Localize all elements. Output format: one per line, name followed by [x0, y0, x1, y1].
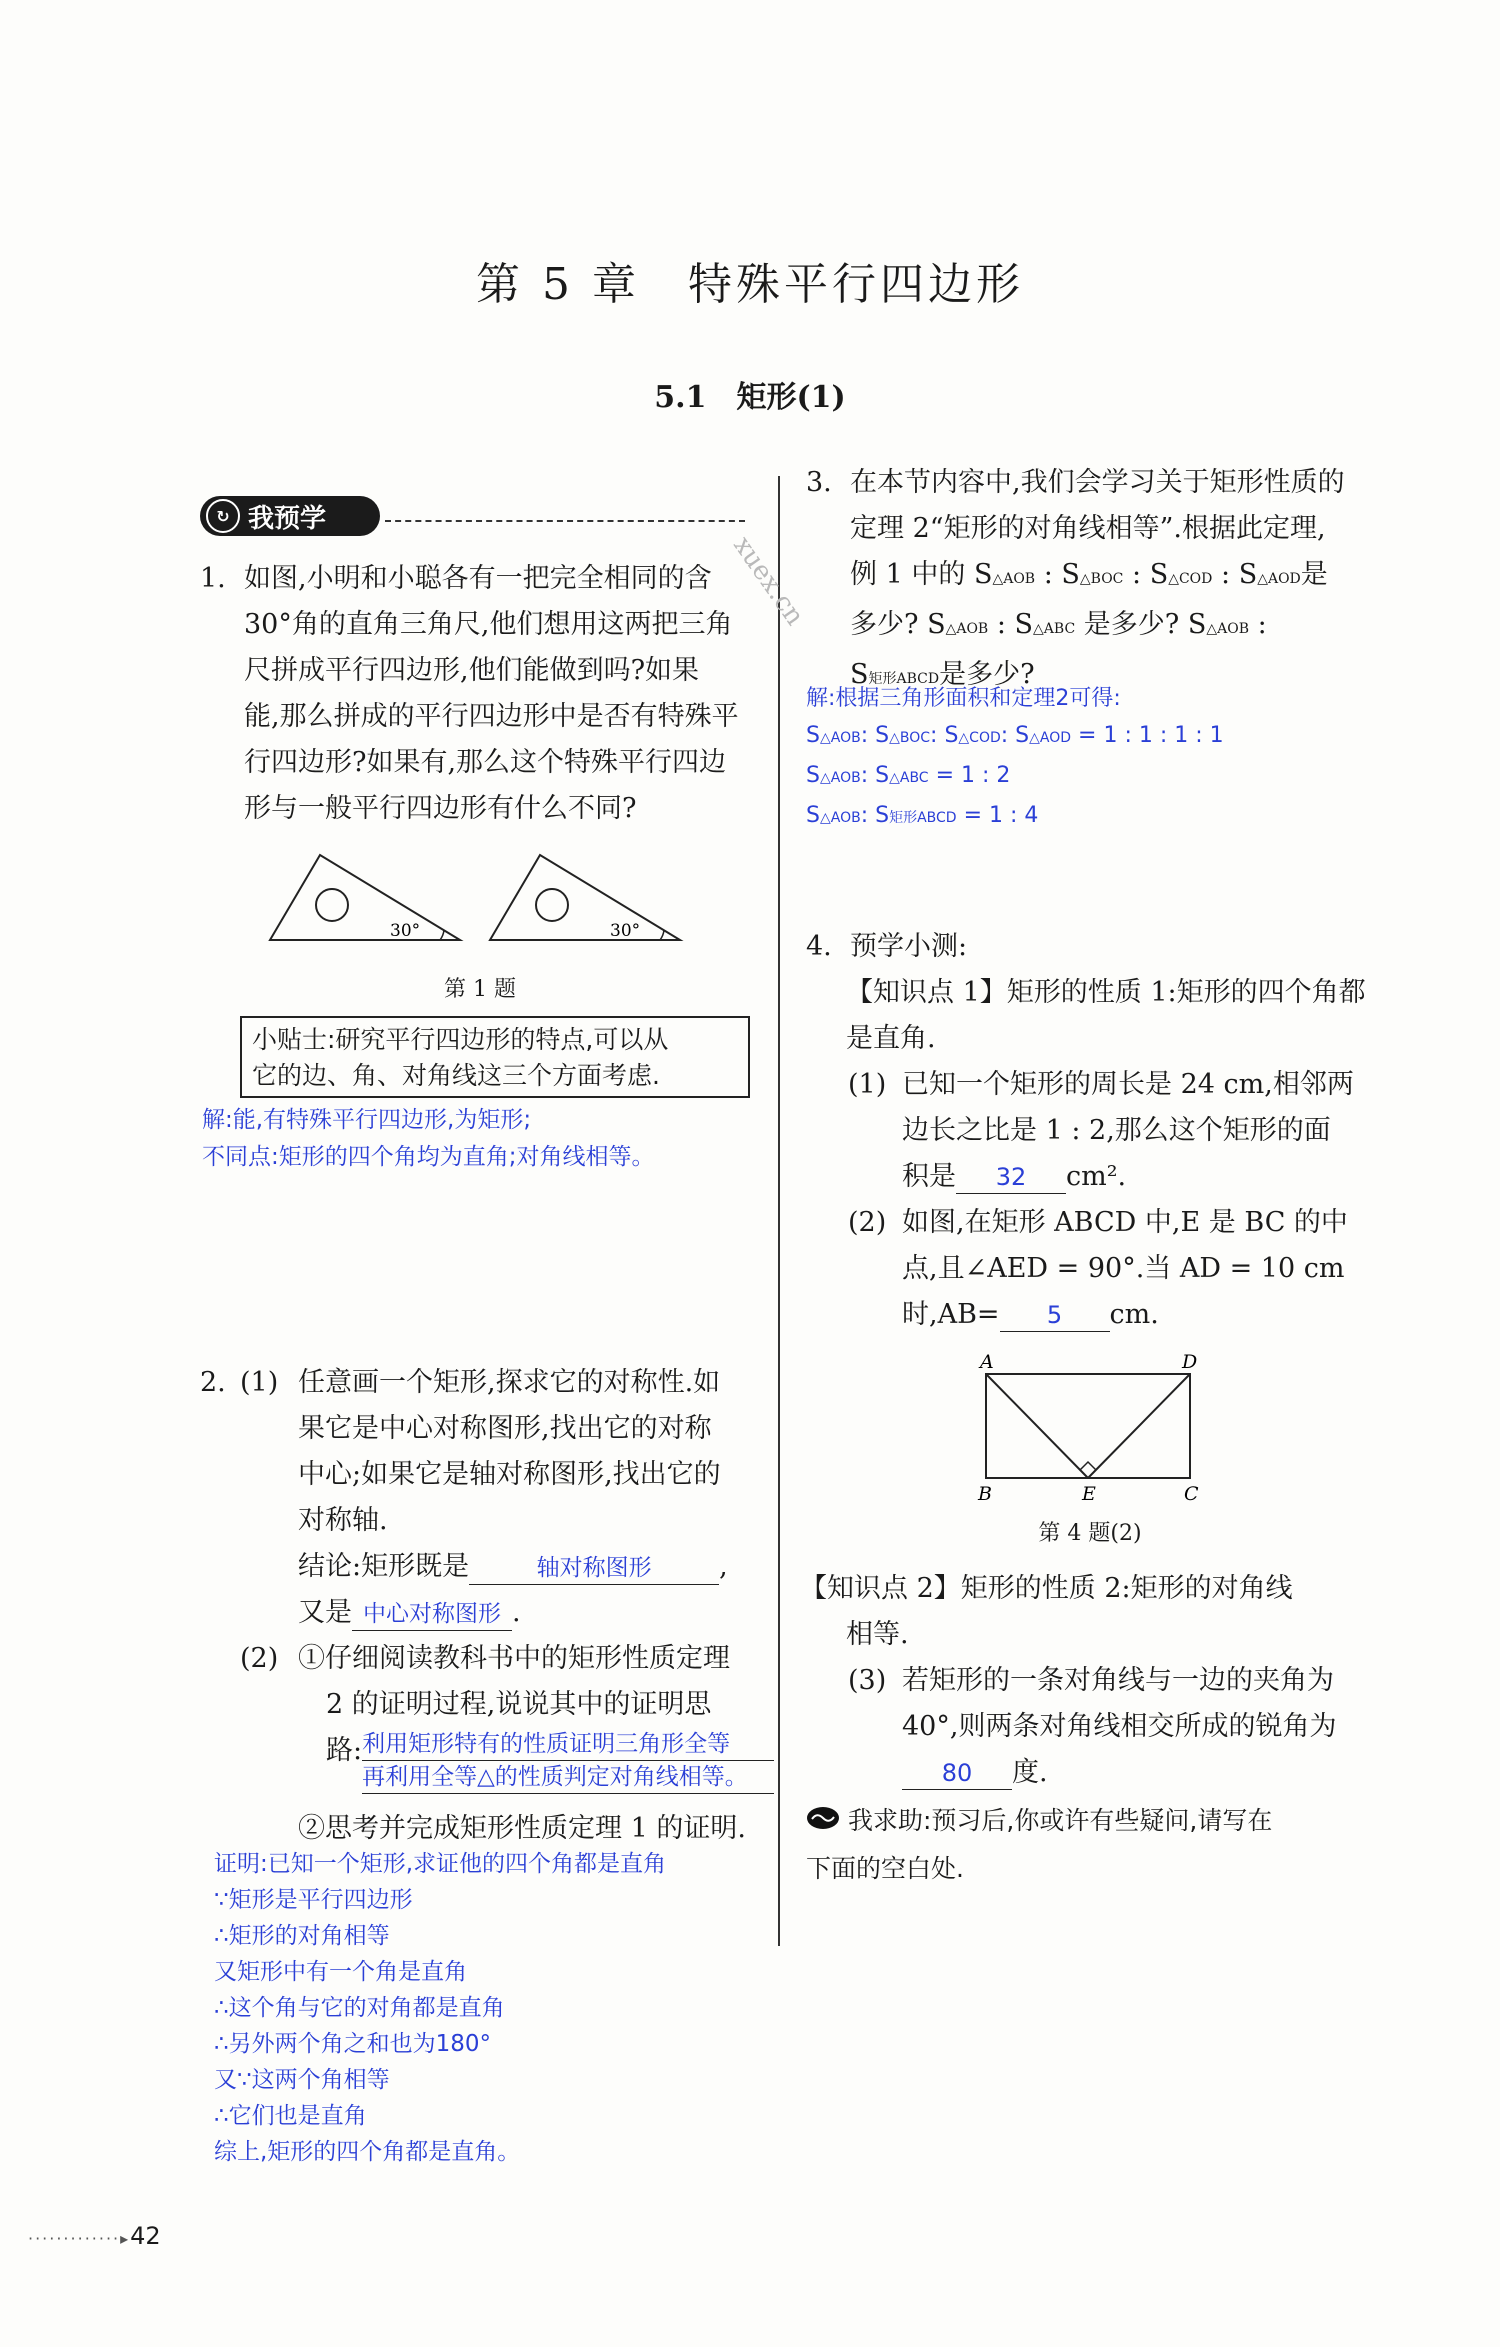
q4-title: 预学小测: [850, 931, 968, 962]
colon: : [996, 609, 1006, 640]
area-symbol: S [973, 559, 993, 590]
area-sub: △ABC [1033, 621, 1076, 637]
proof-line: ∴另外两个角之和也为180° [214, 2031, 492, 2057]
section-title: 5.1 矩形(1) [654, 380, 846, 415]
area-symbol: S [1238, 559, 1258, 590]
colon: : [1257, 609, 1267, 640]
area-symbol: S [944, 723, 959, 748]
chapter-title: 第 5 章 特殊平行四边形 [476, 259, 1024, 310]
vertex-b: B [978, 1483, 992, 1505]
conclusion-end: . [512, 1597, 521, 1628]
q3-line3 [850, 552, 1380, 602]
p2-answer-line: 利用矩形特有的性质证明三角形全等 [362, 1728, 774, 1761]
area-sub: △BOC [889, 730, 931, 746]
area-sub: △BOC [1079, 571, 1124, 587]
s2-line: 点,且∠AED = 90°.当 AD = 10 cm [902, 1253, 1345, 1284]
page-number-value: 42 [130, 2222, 161, 2250]
q2-line: 对称轴. [298, 1505, 388, 1536]
page-number [28, 2222, 161, 2250]
answer-ab-length: 5 [1000, 1299, 1110, 1332]
q1-line: 尺拼成平行四边形,他们能做到吗?如果 [244, 655, 700, 686]
rectangle-abcd-figure [970, 1350, 1210, 1510]
help-line1: 我求助:预习后,你或许有些疑问,请写在 [848, 1806, 1273, 1835]
p2-line3-prefix: 路: [326, 1735, 363, 1766]
preview-badge [200, 496, 380, 536]
q4-s2-text [902, 1200, 1382, 1338]
q1-line: 能,那么拼成的平行四边形中是否有特殊平 [244, 701, 739, 732]
q1-line: 行四边形?如果有,那么这个特殊平行四边 [244, 747, 727, 778]
q3-answer-ratio2 [806, 757, 1366, 797]
vertex-c: C [1184, 1483, 1199, 1505]
colon: : [1220, 559, 1231, 590]
proof-line: 又矩形中有一个角是直角 [214, 1959, 467, 1985]
area-sub: △AOB [945, 621, 989, 637]
q2-part1-label: (1) [240, 1367, 279, 1398]
proof-line: 综上,矩形的四个角都是直角。 [214, 2139, 521, 2165]
s3-line: 若矩形的一条对角线与一边的夹角为 [902, 1665, 1334, 1696]
triangle-ruler-left [270, 855, 460, 941]
answer-line: 解:能,有特殊平行四边形,为矩形; [202, 1107, 532, 1133]
area-symbol: S [850, 659, 869, 690]
q4-s1-text [902, 1062, 1382, 1200]
q2-p2-line2: 2 的证明过程,说说其中的证明思 [326, 1689, 712, 1720]
q3-line4-prefix: 多少? [850, 609, 919, 640]
q2-line: 中心;如果它是轴对称图形,找出它的 [298, 1459, 721, 1490]
area-symbol: S [806, 723, 820, 748]
area-symbol: S [1187, 609, 1207, 640]
swirl-icon: ↻ [206, 499, 240, 533]
colon: : [1000, 723, 1009, 748]
proof-line: ∵矩形是平行四边形 [214, 1887, 413, 1913]
q1-text [244, 556, 764, 832]
area-sub: 矩形ABCD [889, 810, 957, 826]
proof-line: 又∵这两个角相等 [214, 2067, 390, 2093]
q2-conclusion-line1 [298, 1544, 768, 1590]
q2-p2-line1: ①仔细阅读教科书中的矩形性质定理 [298, 1643, 730, 1674]
q4-s2-label: (2) [848, 1207, 887, 1238]
q2-p2-line4: ②思考并完成矩形性质定理 1 的证明. [298, 1813, 746, 1844]
s2-answer-line [902, 1292, 1382, 1338]
proof-line: ∴这个角与它的对角都是直角 [214, 1995, 505, 2021]
angle-label: 30° [610, 921, 641, 941]
tip-line: 小贴士:研究平行四边形的特点,可以从 [252, 1025, 669, 1054]
area-symbol: S [875, 723, 890, 748]
colon: : [860, 803, 869, 828]
q3-answer [806, 680, 1366, 837]
area-sub: △AOD [1257, 571, 1301, 587]
segment-de [1088, 1374, 1190, 1478]
q3-number: 3. [806, 467, 832, 498]
q1-line: 30°角的直角三角尺,他们想用这两把三角 [244, 609, 733, 640]
conclusion-mid: 又是 [298, 1597, 352, 1628]
area-sub: △AOB [1206, 621, 1249, 637]
q1-line: 形与一般平行四边形有什么不同? [244, 793, 637, 824]
is-word: 是 [1300, 559, 1328, 590]
q2-part1-text [298, 1360, 768, 1636]
conclusion-comma: , [719, 1551, 728, 1582]
q3-line1: 在本节内容中,我们会学习关于矩形性质的 [850, 467, 1345, 498]
page-number-dots: ·············▸ [28, 2229, 131, 2248]
s2-prefix: 时,AB= [902, 1299, 1000, 1330]
area-symbol: S [1015, 723, 1030, 748]
area-sub: △COD [958, 730, 1001, 746]
area-sub: △AOB [819, 730, 861, 746]
area-symbol: S [875, 803, 890, 828]
q4-s1-label: (1) [848, 1069, 887, 1100]
right-angle-mark [1080, 1462, 1096, 1470]
colon: : [860, 723, 869, 748]
kp2-line: 相等. [846, 1619, 909, 1650]
area-symbol: S [1014, 609, 1034, 640]
q3-answer-ratio3 [806, 797, 1366, 837]
s1-line: 已知一个矩形的周长是 24 cm,相邻两 [902, 1069, 1354, 1100]
q3-text [850, 460, 1380, 702]
s3-unit: 度. [1012, 1757, 1048, 1788]
q1-triangles-figure [260, 850, 700, 950]
q4-s3-text [902, 1658, 1382, 1796]
colon: : [1043, 559, 1053, 590]
area-sub: △COD [1168, 571, 1213, 587]
colon: : [930, 723, 938, 748]
help-icon [806, 1806, 840, 1830]
area-symbol: S [806, 803, 820, 828]
q2-proof [214, 1846, 774, 2170]
vertex-e: E [1082, 1483, 1096, 1505]
area-symbol: S [875, 763, 890, 788]
help-line2: 下面的空白处. [806, 1854, 964, 1883]
answer-axis-symmetric: 轴对称图形 [469, 1552, 719, 1585]
tip-line: 它的边、角、对角线这三个方面考虑. [252, 1061, 660, 1090]
area-sub: 矩形ABCD [868, 671, 940, 687]
q2-line: 果它是中心对称图形,找出它的对称 [298, 1413, 712, 1444]
area-sub: △AOB [819, 770, 861, 786]
q3-answer-ratio1 [806, 717, 1366, 757]
s2-line: 如图,在矩形 ABCD 中,E 是 BC 的中 [902, 1207, 1348, 1238]
p2-answer-block [362, 1728, 774, 1794]
q2-number: 2. [200, 1367, 226, 1398]
kp1-line: 是直角. [846, 1023, 936, 1054]
q3-line4-suffix: 是多少? [1083, 609, 1180, 640]
dashed-header-line [385, 520, 745, 522]
colon: : [860, 763, 869, 788]
area-sub: △ABC [889, 770, 929, 786]
conclusion-prefix: 结论:矩形既是 [298, 1551, 470, 1582]
q3-line4 [850, 602, 1380, 652]
ratio-value: = 1 : 4 [963, 803, 1039, 828]
q4-s3-label: (3) [848, 1665, 887, 1696]
q3-line2: 定理 2“矩形的对角线相等”.根据此定理, [850, 513, 1326, 544]
s3-answer-line [902, 1750, 1382, 1796]
segment-ae [986, 1374, 1088, 1478]
q4-kp1 [846, 970, 1386, 1062]
vertex-a: A [980, 1351, 994, 1373]
preview-badge-label: 我预学 [248, 503, 327, 534]
ratio-value: = 1 : 2 [935, 763, 1011, 788]
q1-number: 1. [200, 563, 226, 594]
answer-center-symmetric: 中心对称图形 [352, 1598, 512, 1631]
area-sub: △AOD [1029, 730, 1072, 746]
vertex-d: D [1182, 1351, 1198, 1373]
proof-line: ∴矩形的对角相等 [214, 1923, 390, 1949]
q4-fig-caption: 第 4 题(2) [1038, 1521, 1142, 1546]
angle-label: 30° [390, 921, 421, 941]
q1-line: 如图,小明和小聪各有一把完全相同的含 [244, 563, 712, 594]
ratio-value: = 1 : 1 : 1 : 1 [1078, 723, 1224, 748]
q3-line3-prefix: 例 1 中的 [850, 559, 966, 590]
area-sub: △AOB [819, 810, 861, 826]
q3-line5-suffix: 是多少? [939, 659, 1035, 690]
area-sub: △AOB [992, 571, 1036, 587]
kp1-line: 【知识点 1】矩形的性质 1:矩形的四个角都 [846, 977, 1366, 1008]
q4-number: 4. [806, 931, 832, 962]
s1-unit: cm². [1066, 1161, 1127, 1192]
s1-prefix: 积是 [902, 1161, 956, 1192]
q4-kp2 [800, 1566, 1380, 1658]
triangle-ruler-right [490, 855, 680, 941]
s1-line: 边长之比是 1 : 2,那么这个矩形的面 [902, 1115, 1331, 1146]
q2-p2-line3 [298, 1728, 798, 1794]
s1-answer-line [902, 1154, 1382, 1200]
area-symbol: S [806, 763, 820, 788]
tip-box [240, 1016, 750, 1098]
q2-part2-label: (2) [240, 1643, 279, 1674]
answer-acute-angle: 80 [902, 1757, 1012, 1790]
answer-line: 不同点:矩形的四个角均为直角;对角线相等。 [202, 1144, 655, 1170]
s2-unit: cm. [1109, 1299, 1159, 1330]
q1-answer [202, 1102, 772, 1176]
q1-caption: 第 1 题 [444, 977, 516, 1002]
watermark: xuex.cn [727, 531, 810, 631]
q3-answer-intro: 解:根据三角形面积和定理2可得: [806, 686, 1121, 711]
colon: : [1132, 559, 1142, 590]
proof-line: 证明:已知一个矩形,求证他的四个角都是直角 [214, 1851, 667, 1877]
area-symbol: S [1149, 559, 1169, 590]
area-symbol: S [927, 609, 946, 640]
proof-line: ∴它们也是直角 [214, 2103, 367, 2129]
q2-conclusion-line2 [298, 1590, 768, 1636]
q2-part2-text [298, 1636, 798, 1794]
answer-area: 32 [956, 1161, 1066, 1194]
kp2-line: 【知识点 2】矩形的性质 2:矩形的对角线 [800, 1573, 1293, 1604]
p2-answer-line: 再利用全等△的性质判定对角线相等。 [362, 1761, 774, 1794]
area-symbol: S [1061, 559, 1080, 590]
s3-line: 40°,则两条对角线相交所成的锐角为 [902, 1711, 1337, 1742]
q2-line: 任意画一个矩形,探求它的对称性.如 [298, 1367, 721, 1398]
